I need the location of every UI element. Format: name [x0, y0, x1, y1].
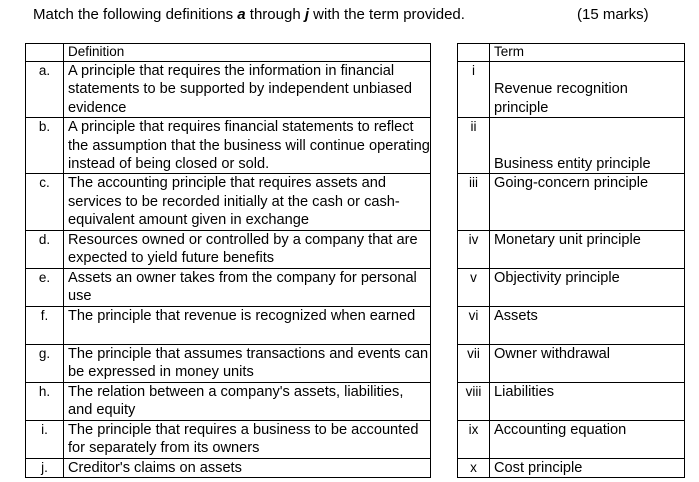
row-definition: The principle that revenue is recognized when earned [64, 306, 431, 344]
row-letter: c. [26, 174, 64, 230]
term-header: Term [490, 44, 685, 62]
row-definition: Resources owned or controlled by a company that are expected to yield future benefits [64, 230, 431, 268]
row-term: Monetary unit principle [490, 230, 685, 268]
table-row [26, 344, 685, 382]
instruction-start-letter: a [237, 6, 246, 23]
table-row [26, 268, 685, 306]
instruction-middle: through [245, 6, 305, 23]
row-letter: i. [26, 420, 64, 458]
gap-cell [431, 268, 458, 306]
row-definition: Assets an owner takes from the company for personal use [64, 268, 431, 306]
row-term: Accounting equation [490, 420, 685, 458]
row-definition: A principle that requires the information in financial statements to be supported by independent unbiased evidence [64, 62, 431, 118]
table-header-row [26, 44, 685, 62]
row-letter: b. [26, 118, 64, 174]
row-term: Assets [490, 306, 685, 344]
row-letter: j. [26, 458, 64, 477]
row-term: Objectivity principle [490, 268, 685, 306]
row-numeral: vii [458, 344, 490, 382]
instruction-suffix: with the term provided. [309, 6, 465, 23]
row-term: Cost principle [490, 458, 685, 477]
gap-cell [431, 62, 458, 118]
row-term: Revenue recognition principle [490, 62, 685, 118]
table-row [26, 62, 685, 118]
instruction-text [33, 6, 465, 23]
gap-cell [431, 458, 458, 477]
row-definition: The principle that assumes transactions and events can be expressed in money units [64, 344, 431, 382]
table-row [26, 174, 685, 230]
row-term: Owner withdrawal [490, 344, 685, 382]
header-numeral-cell [458, 44, 490, 62]
row-numeral: ix [458, 420, 490, 458]
row-letter: h. [26, 382, 64, 420]
row-numeral: vi [458, 306, 490, 344]
row-numeral: viii [458, 382, 490, 420]
row-term: Business entity principle [490, 118, 685, 174]
row-term: Liabilities [490, 382, 685, 420]
row-definition: The accounting principle that requires assets and services to be recorded initially at the cash or cash-equivalent amount given in exchange [64, 174, 431, 230]
row-letter: e. [26, 268, 64, 306]
gap-cell [431, 44, 458, 62]
marks-label: (15 marks) [577, 6, 649, 23]
row-numeral: ii [458, 118, 490, 174]
row-numeral: x [458, 458, 490, 477]
matching-table [25, 43, 685, 478]
gap-cell [431, 420, 458, 458]
table-row [26, 306, 685, 344]
row-letter: d. [26, 230, 64, 268]
row-letter: g. [26, 344, 64, 382]
row-definition: Creditor's claims on assets [64, 458, 431, 477]
table-row [26, 420, 685, 458]
row-term: Going-concern principle [490, 174, 685, 230]
table-row [26, 118, 685, 174]
gap-cell [431, 306, 458, 344]
table-row [26, 382, 685, 420]
table-row [26, 458, 685, 477]
instruction-prefix: Match the following definitions [33, 6, 238, 23]
row-letter: f. [26, 306, 64, 344]
gap-cell [431, 118, 458, 174]
row-definition: The relation between a company's assets, liabilities, and equity [64, 382, 431, 420]
row-definition: The principle that requires a business to be accounted for separately from its owners [64, 420, 431, 458]
row-numeral: v [458, 268, 490, 306]
table-row [26, 230, 685, 268]
header-letter-cell [26, 44, 64, 62]
gap-cell [431, 230, 458, 268]
row-numeral: iv [458, 230, 490, 268]
row-definition: A principle that requires financial statements to reflect the assumption that the business will continue operating instead of being closed or sold. [64, 118, 431, 174]
instruction-end-letter: j [304, 6, 310, 23]
gap-cell [431, 344, 458, 382]
gap-cell [431, 174, 458, 230]
definition-header: Definition [64, 44, 431, 62]
row-numeral: i [458, 62, 490, 118]
gap-cell [431, 382, 458, 420]
row-numeral: iii [458, 174, 490, 230]
row-letter: a. [26, 62, 64, 118]
